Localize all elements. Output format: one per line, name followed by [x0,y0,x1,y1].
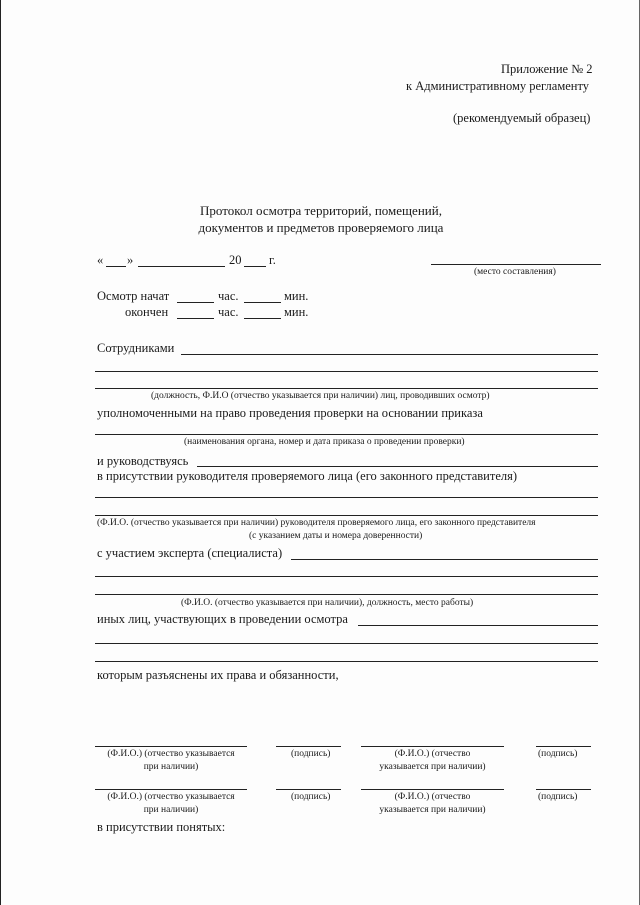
date-close-quote: » [127,253,134,267]
fio-right-caption-1b: указывается при наличии) [379,762,486,772]
fio-right-caption-1a: (Ф.И.О.) (отчество [394,749,471,759]
guided-blank [197,466,598,467]
document-title-line2: документов и предметов проверяемого лица [198,220,444,235]
expert-blank-1 [291,559,598,560]
others-label: иных лиц, участвующих в проведении осмотра [97,612,348,626]
fio-left-caption-2b: при наличии) [143,805,199,815]
end-minutes-blank [244,318,281,319]
fio-left-caption-1a: (Ф.И.О.) (отчество указывается [107,749,235,759]
staff-blank-1 [181,354,598,355]
sign-blank-right-1 [536,746,591,747]
staff-blank-2 [95,371,598,372]
presence-caption-1: (Ф.И.О. (отчество указывается при наличии) руководителя проверяемого лица, его законного представителя [97,518,536,528]
sign-blank-left-2 [276,789,341,790]
document-title-line1: Протокол осмотра территорий, помещений, [200,203,442,218]
end-hours-blank [177,318,214,319]
fio-left-caption-1b: при наличии) [143,762,199,772]
place-caption: (место составления) [474,267,556,277]
month-blank [138,266,225,267]
staff-caption: (должность, Ф.И.О (отчество указывается при наличии) лиц, проводивших осмотр) [151,391,490,401]
year-suffix: г. [269,253,276,267]
ended-label: окончен [125,305,169,319]
day-blank [106,266,126,267]
date-open-quote: « [97,253,104,267]
year-blank [244,266,266,267]
appendix-number: Приложение № 2 [501,62,593,76]
guided-label: и руководствуясь [97,454,189,468]
others-blank-1 [358,625,598,626]
sample-note: (рекомендуемый образец) [453,111,591,125]
sign-caption-right-2: (подпись) [538,792,578,802]
fio-blank-right-1 [361,746,504,747]
sign-caption-left-2: (подпись) [291,792,331,802]
fio-left-caption-2a: (Ф.И.О.) (отчество указывается [107,792,235,802]
staff-blank-3 [95,388,598,389]
witnesses-label: в присутствии понятых: [97,820,226,834]
end-hours-unit: час. [218,305,239,319]
expert-label: с участием эксперта (специалиста) [97,546,283,560]
fio-blank-left-2 [95,789,247,790]
order-caption: (наименования органа, номер и дата приказа о проведении проверки) [184,437,465,447]
sign-caption-left-1: (подпись) [291,749,331,759]
staff-label: Сотрудниками [97,341,175,355]
expert-blank-3 [95,594,598,595]
started-label: Осмотр начат [97,289,170,303]
presence-text: в присутствии руководителя проверяемого лица (его законного представителя) [97,469,518,483]
sign-caption-right-1: (подпись) [538,749,578,759]
fio-blank-left-1 [95,746,247,747]
others-blank-3 [95,661,598,662]
start-hours-blank [177,302,214,303]
place-blank [431,264,601,265]
fio-right-caption-2b: указывается при наличии) [379,805,486,815]
presence-blank-2 [95,515,598,516]
expert-caption: (Ф.И.О. (отчество указывается при наличии), должность, место работы) [181,598,474,608]
expert-blank-2 [95,576,598,577]
end-minutes-unit: мин. [284,305,309,319]
regulation-reference: к Административному регламенту [406,79,590,93]
fio-blank-right-2 [361,789,504,790]
sign-blank-right-2 [536,789,591,790]
authorized-text: уполномоченными на право проведения проверки на основании приказа [97,406,483,420]
rights-text: которым разъяснены их права и обязанности, [97,668,339,682]
presence-caption-2: (с указанием даты и номера доверенности) [249,531,423,541]
presence-blank-1 [95,497,598,498]
year-prefix: 20 [229,253,242,267]
others-blank-2 [95,643,598,644]
start-hours-unit: час. [218,289,239,303]
start-minutes-unit: мин. [284,289,309,303]
order-blank [95,434,598,435]
fio-right-caption-2a: (Ф.И.О.) (отчество [394,792,471,802]
sign-blank-left-1 [276,746,341,747]
start-minutes-blank [244,302,281,303]
